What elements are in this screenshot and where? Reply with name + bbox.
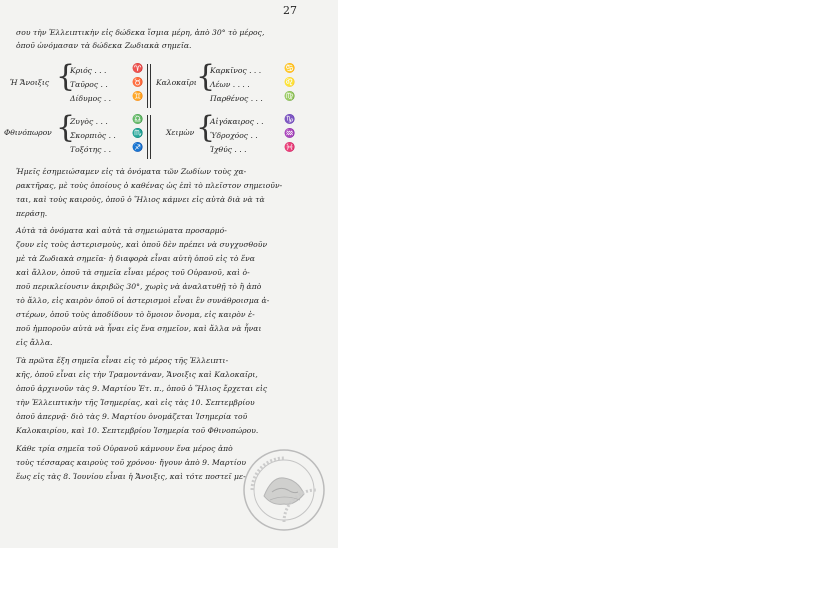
- column-divider: [150, 115, 151, 159]
- body-line: Ἠμεῖς ἐσημειώσαμεν εἰς τὰ ὀνόματα τῶν Ζωδίων τοὺς χα-: [16, 167, 247, 176]
- column-divider: [150, 64, 151, 108]
- sign-name: Ἰχθύς . . .: [210, 145, 247, 154]
- body-line: τὴν Ἐλλειπτικὴν τῆς Ἰσημερίας, καὶ εἰς τὰς 10. Σεπτεμβρίου: [16, 398, 255, 407]
- sign-name: Αἰγόκαιρος . .: [210, 117, 264, 126]
- sagittarius-symbol-icon: ♐: [132, 143, 144, 153]
- library-stamp-icon: [242, 448, 326, 532]
- brace: {: [196, 59, 216, 94]
- sign-name: Τοξότης . .: [70, 145, 112, 154]
- body-line: εἰς ἄλλα.: [16, 338, 53, 347]
- body-line: Αὐτὰ τὰ ὀνόματα καὶ αὐτὰ τὰ σημειώματα προσαρμό-: [16, 226, 227, 235]
- capricorn-symbol-icon: ♑: [284, 115, 296, 125]
- scorpio-symbol-icon: ♏: [132, 129, 144, 139]
- body-line: ἕως εἰς τὰς 8. Ἰουνίου εἶναι ἡ Ἄνοιξις, καὶ τότε ποστεῖ με-: [16, 472, 246, 481]
- taurus-symbol-icon: ♉: [132, 78, 144, 88]
- body-line: κῆς, ὁποῦ εἶναι εἰς τὴν Τραμοντάναν, Ἄνοιξις καὶ Καλοκαῖρι,: [16, 370, 258, 379]
- brace: {: [196, 110, 216, 145]
- sign-name: Ταῦρος . .: [70, 80, 108, 89]
- intro-line: ὁποῦ ὠνόμασαν τὰ δώδεκα Ζωδιακὰ σημεῖα.: [16, 41, 192, 50]
- body-line: ὁποῦ ἀρχινοῦν τὰς 9. Μαρτίου Ἐτ. π., ὁποῦ ὁ Ἥλιος ἔρχεται εἰς: [16, 384, 268, 393]
- cancer-symbol-icon: ♋: [284, 64, 296, 74]
- gemini-symbol-icon: ♊: [132, 92, 144, 102]
- body-line: Τὰ πρῶτα ἕξη σημεῖα εἶναι εἰς τὸ μέρος τῆς Ἐλλειπτι-: [16, 356, 229, 365]
- sign-name: Κριός . . .: [70, 66, 107, 75]
- column-divider: [147, 115, 148, 159]
- leo-symbol-icon: ♌: [284, 78, 296, 88]
- brace: {: [56, 110, 76, 145]
- sign-name: Παρθένος . . .: [210, 94, 263, 103]
- body-line: στέρων, ὁποῦ τοὺς ἀποδίδουν τὸ ὅμοιον ὄνομα, εἰς καιρὸν ἐ-: [16, 310, 255, 319]
- body-line: καὶ ἄλλον, ὁποῦ τὰ σημεῖα εἶναι μέρος τοῦ Οὐρανοῦ, καὶ ὁ-: [16, 268, 250, 277]
- body-line: ζουν εἰς τοὺς ἀστερισμοὺς, καὶ ὁποῦ δὲν πρέπει νὰ συγχυσθοῦν: [16, 240, 268, 249]
- body-line: ποῦ ἠμποροῦν αὐτὰ νὰ ἦναι εἰς ἕνα σημεῖον, καὶ ἄλλα νὰ ἦναι: [16, 324, 262, 333]
- body-line: μὲ τὰ Ζωδιακὰ σημεῖα· ἡ διαφορὰ εἶναι αὐτὴ ὁποῦ εἰς τὸ ἕνα: [16, 254, 255, 263]
- intro-line: σου τὴν Ἐλλειπτικὴν εἰς δώδεκα ἴσμια μέρη, ἀπὸ 30° τὸ μέρος,: [16, 28, 265, 37]
- body-line: ὁποῦ ἀπερνᾷ· διὸ τὰς 9. Μαρτίου ὀνομάζεται Ἰσημερία τοῦ: [16, 412, 248, 421]
- body-line: Καλοκαιρίου, καὶ 10. Σεπτεμβρίου Ἰσημερία τοῦ Φθινοπώρου.: [16, 426, 259, 435]
- sign-name: Ζυγὸς . . .: [70, 117, 108, 126]
- body-line: περάσῃ.: [16, 209, 48, 218]
- sign-name: Λέων . . . .: [210, 80, 250, 89]
- scanned-page: [0, 0, 338, 548]
- sign-name: Δίδυμος . .: [70, 94, 112, 103]
- body-line: ται, καὶ τοὺς καιροὺς, ὁποῦ ὁ Ἥλιος κάμνει εἰς αὐτὰ διὰ νὰ τὰ: [16, 195, 265, 204]
- season-label: Φθινόπωρον: [4, 128, 52, 137]
- sign-name: Ὑδροχόος . .: [210, 131, 258, 140]
- body-line: τοὺς τέσσαρας καιροὺς τοῦ χρόνου· ἤγουν ἀπὸ 9. Μαρτίου: [16, 458, 247, 467]
- pisces-symbol-icon: ♓: [284, 143, 296, 153]
- libra-symbol-icon: ♎: [132, 115, 144, 125]
- body-line: ρακτῆρας, μὲ τοὺς ὁποίους ὁ καθένας ὡς ἐπὶ τὸ πλεῖστον σημειοῦν-: [16, 181, 283, 190]
- season-label: Ἡ Ἄνοιξις: [10, 78, 50, 87]
- aries-symbol-icon: ♈: [132, 64, 144, 74]
- sign-name: Καρκῖνος . . .: [210, 66, 262, 75]
- body-line: Κάθε τρία σημεῖα τοῦ Οὐρανοῦ κάμνουν ἕνα μέρος ἀπὸ: [16, 444, 233, 453]
- body-line: τὸ ἄλλο, εἰς καιρὸν ὁποῦ οἱ ἀστερισμοὶ εἶναι ἓν συνάθροισμα ἀ-: [16, 296, 270, 305]
- aquarius-symbol-icon: ♒: [284, 129, 296, 139]
- sign-name: Σκορπιὸς . .: [70, 131, 116, 140]
- season-label: Χειμὼν: [166, 128, 195, 137]
- body-line: ποῦ περικλείουσιν ἀκριβῶς 30°, χωρὶς νὰ ἀναλατυθῇ τὸ ἢ ἀπὸ: [16, 282, 262, 291]
- page-number: 27: [283, 4, 297, 17]
- virgo-symbol-icon: ♍: [284, 92, 296, 102]
- brace: {: [56, 59, 76, 94]
- season-label: Καλοκαῖρι: [156, 78, 197, 87]
- column-divider: [147, 64, 148, 108]
